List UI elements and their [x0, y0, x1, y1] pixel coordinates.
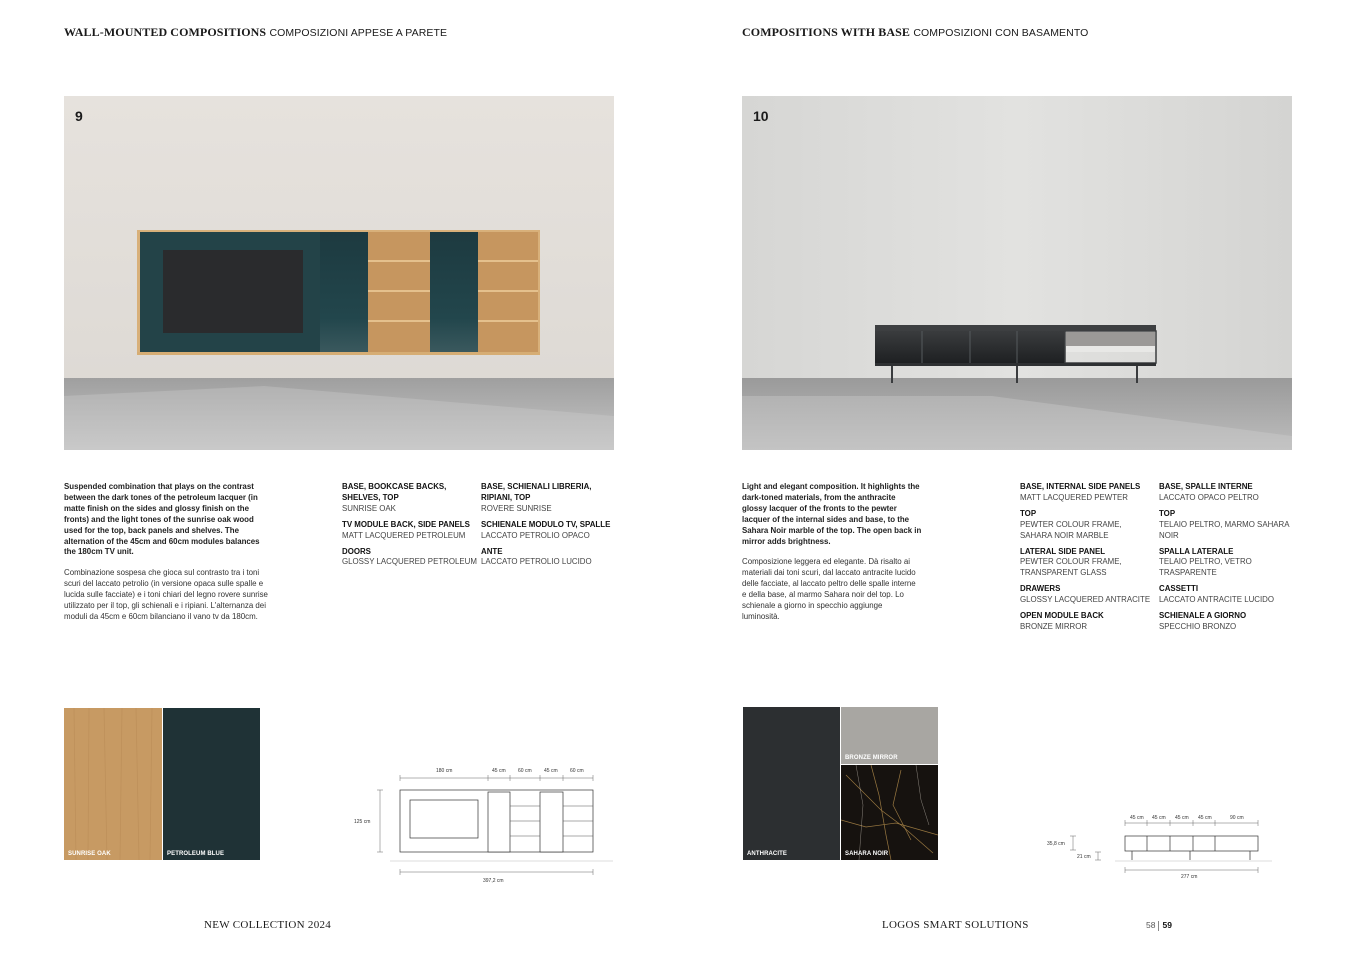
spec-item — [342, 547, 479, 569]
spec-item — [1020, 482, 1155, 504]
page-numbers — [1146, 920, 1172, 931]
right-specs-en — [1020, 482, 1155, 638]
spec-item — [1159, 611, 1294, 633]
spec-value: PEWTER COLOUR FRAME, SAHARA NOIR MARBLE — [1020, 519, 1122, 540]
spec-value: ROVERE SUNRISE — [481, 503, 552, 513]
right-heading-en: COMPOSITIONS WITH BASE — [742, 25, 911, 39]
swatch-petroleum-blue — [163, 708, 260, 860]
spec-value: SPECCHIO BRONZO — [1159, 621, 1237, 631]
swatch-label: PETROLEUM BLUE — [167, 851, 225, 857]
spec-item — [481, 547, 621, 569]
dim-label: 277 cm — [1181, 874, 1198, 880]
spec-value: BRONZE MIRROR — [1020, 621, 1088, 631]
spec-value: LACCATO OPACO PELTRO — [1159, 492, 1259, 502]
spec-item — [1020, 611, 1155, 633]
swatch-label: SAHARA NOIR — [845, 851, 889, 857]
spec-item — [1020, 509, 1155, 542]
left-description — [64, 482, 269, 623]
right-heading-it: COMPOSIZIONI CON BASAMENTO — [913, 27, 1089, 39]
spec-label: ANTE — [481, 546, 503, 556]
dim-label: 45 cm — [1198, 815, 1212, 821]
spec-item — [1159, 547, 1294, 580]
page-number-left: 58 — [1146, 920, 1156, 930]
dim-label: 125 cm — [354, 819, 371, 825]
spec-value: GLOSSY LACQUERED PETROLEUM — [342, 557, 477, 567]
left-specs-en — [342, 482, 479, 573]
spec-value: LACCATO ANTRACITE LUCIDO — [1159, 595, 1275, 605]
spec-label: BASE, SCHIENALI LIBRERIA, RIPIANI, TOP — [481, 482, 592, 502]
page-number-divider — [1158, 921, 1159, 931]
composition-number: 10 — [753, 108, 769, 124]
composition-10-photo — [742, 96, 1292, 450]
dim-label: 35,8 cm — [1047, 841, 1065, 847]
right-description — [742, 482, 922, 623]
spec-item — [481, 520, 621, 542]
left-page-heading — [64, 25, 447, 40]
spec-value: LACCATO PETROLIO LUCIDO — [481, 557, 592, 567]
spec-item — [342, 482, 479, 515]
left-specs-it — [481, 482, 621, 573]
spec-label: LATERAL SIDE PANEL — [1020, 546, 1106, 556]
description-it: Combinazione sospesa che gioca sul contrasto tra i toni scuri del laccato petrolio (in versione opaca sulle spalle e lucida sulle facciate) e i toni chiari del legno rovere sunrise utilizzato per il top, gli schienali e i ripiani. L'alternanza dei moduli da 45cm e 60cm bilanciano il vano tv da 180cm. — [64, 568, 268, 621]
spec-label: SCHIENALE MODULO TV, SPALLE — [481, 519, 611, 529]
description-it: Composizione leggera ed elegante. Dà risalto ai materiali dai toni scuri, dal laccato antracite lucido delle facciate, al laccato peltro delle spalle interne e della base, al marmo Sahara noir del top. Lo schienale a giorno in specchio aggiunge luminosità. — [742, 557, 916, 621]
spec-label: CASSETTI — [1159, 584, 1199, 594]
left-technical-drawing — [350, 762, 620, 887]
spec-label: TOP — [1020, 508, 1037, 518]
right-page-heading — [742, 25, 1088, 40]
dim-label: 21 cm — [1077, 854, 1091, 860]
composition-number: 9 — [75, 108, 83, 124]
spec-item — [1159, 509, 1294, 542]
spec-value: TELAIO PELTRO, VETRO TRASPARENTE — [1159, 557, 1252, 578]
spec-label: BASE, INTERNAL SIDE PANELS — [1020, 482, 1141, 491]
spec-label: TOP — [1159, 508, 1176, 518]
spec-value: SUNRISE OAK — [342, 503, 396, 513]
swatch-label: SUNRISE OAK — [68, 851, 111, 857]
dim-label: 60 cm — [518, 768, 532, 774]
dim-label: 45 cm — [544, 768, 558, 774]
spec-value: LACCATO PETROLIO OPACO — [481, 530, 590, 540]
swatch-label: ANTHRACITE — [747, 851, 787, 857]
dim-label: 45 cm — [1175, 815, 1189, 821]
swatch-label: BRONZE MIRROR — [845, 755, 898, 761]
right-technical-drawing — [1040, 810, 1280, 882]
swatch-anthracite — [743, 707, 840, 860]
swatch-sahara-noir — [841, 765, 938, 860]
description-en: Light and elegant composition. It highlights the dark-toned materials, from the anthracite glossy lacquer of the fronts to the pewter lacquer of the internal sides and base, to the Sahara Noir marble of the top. The open back in mirror adds brightness. — [742, 482, 922, 546]
description-en: Suspended combination that plays on the contrast between the dark tones of the petroleum lacquer (in matte finish on the sides and glossy finish on the fronts) and the light tones of the sunrise oak wood used for the top, back panels and shelves. The alternation of the 45cm and 60cm modules balances the 180cm TV unit. — [64, 482, 260, 557]
composition-9-photo — [64, 96, 614, 450]
spec-label: BASE, BOOKCASE BACKS, SHELVES, TOP — [342, 482, 447, 502]
dim-label: 45 cm — [1130, 815, 1144, 821]
spec-value: MATT LACQUERED PETROLEUM — [342, 530, 466, 540]
dim-label: 90 cm — [1230, 815, 1244, 821]
dim-label: 45 cm — [1152, 815, 1166, 821]
left-footer: NEW COLLECTION 2024 — [204, 919, 332, 931]
spec-label: TV MODULE BACK, SIDE PANELS — [342, 519, 470, 529]
spec-label: SPALLA LATERALE — [1159, 546, 1234, 556]
dim-label: 397,2 cm — [483, 878, 504, 884]
spec-label: BASE, SPALLE INTERNE — [1159, 482, 1253, 491]
spec-value: PEWTER COLOUR FRAME, TRANSPARENT GLASS — [1020, 557, 1122, 578]
spec-item — [1159, 584, 1294, 606]
spec-item — [1020, 547, 1155, 580]
spec-label: SCHIENALE A GIORNO — [1159, 611, 1247, 621]
swatch-bronze-mirror — [841, 707, 938, 764]
spec-label: OPEN MODULE BACK — [1020, 611, 1104, 621]
spec-label: DOORS — [342, 546, 371, 556]
left-heading-it: COMPOSIZIONI APPESE A PARETE — [269, 27, 448, 39]
right-specs-it — [1159, 482, 1294, 638]
spec-value: TELAIO PELTRO, MARMO SAHARA NOIR — [1159, 519, 1290, 540]
spec-item — [1020, 584, 1155, 606]
spec-value: GLOSSY LACQUERED ANTRACITE — [1020, 595, 1151, 605]
right-footer: LOGOS SMART SOLUTIONS — [882, 919, 1029, 931]
spec-label: DRAWERS — [1020, 584, 1061, 594]
dim-label: 180 cm — [436, 768, 453, 774]
page-number-right: 59 — [1162, 920, 1172, 930]
spec-item — [481, 482, 621, 515]
left-heading-en: WALL-MOUNTED COMPOSITIONS — [64, 25, 267, 39]
swatch-sunrise-oak — [64, 708, 162, 860]
dim-label: 60 cm — [570, 768, 584, 774]
spec-item — [342, 520, 479, 542]
spec-value: MATT LACQUERED PEWTER — [1020, 492, 1128, 502]
spec-item — [1159, 482, 1294, 504]
dim-label: 45 cm — [492, 768, 506, 774]
